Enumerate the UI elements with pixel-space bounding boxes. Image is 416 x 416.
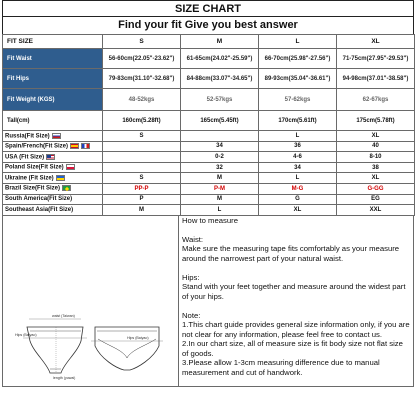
us-flag-icon [46,154,55,160]
country-size-row [3,152,415,163]
fit-size-header: FIT SIZE [3,35,103,49]
country-size-row [3,131,415,142]
how-to-measure-text [179,216,413,386]
country-size-value: L [259,131,337,142]
country-size-value: 38 [337,162,415,173]
note-item: 3.Please allow 1-3cm measuring difference due to manual measurement and cut of handwork. [182,358,380,377]
weight-row [3,89,415,111]
country-label [3,141,103,152]
country-size-value: PP-P [103,183,181,194]
weight-value: 62-67kgs [337,89,415,111]
waist-value: 61-65cm(24.02"-25.59") [181,49,259,69]
waist-value: 66-70cm(25.98"-27.56") [259,49,337,69]
length-diagram-label: length (yuwai) [53,375,76,380]
size-header-xl: XL [337,35,415,49]
country-size-value: EG [337,194,415,205]
country-size-value: M-G [259,183,337,194]
country-size-value: 0-2 [181,152,259,163]
hips-row [3,69,415,89]
country-size-value: P-M [181,183,259,194]
hips-diagram-label-left: Hips (Baiyao) [15,332,37,337]
country-size-row [3,173,415,184]
country-size-value: XL [337,173,415,184]
country-label [3,173,103,184]
note-heading: Note: [182,310,201,320]
note-item: 2.In our chart size, all of measure size is fit body size not flat size of goods. [182,339,403,358]
size-table [2,34,415,216]
country-label-text: Spain/French(Fit Size) [5,143,69,150]
country-label [3,152,103,163]
hips-label: Fit Hips [3,69,103,89]
tall-label: Tall(cm) [3,111,103,131]
size-header-s: S [103,35,181,49]
back-view-drawing [95,327,159,370]
size-header-row [3,35,415,49]
waist-value: 71-75cm(27.95"-29.53") [337,49,415,69]
country-size-value: 32 [181,162,259,173]
howto-title: How to measure [182,215,238,225]
fr-flag-icon [81,143,90,149]
country-size-value: XL [337,131,415,142]
weight-value: 48-52kgs [103,89,181,111]
country-size-value: 40 [337,141,415,152]
country-size-row [3,183,415,194]
country-size-value: G [259,194,337,205]
country-label [3,205,103,216]
country-size-value: 8-10 [337,152,415,163]
country-size-value: XXL [337,205,415,216]
note-item: 1.This chart guide provides general size information only, if you are not clear for any information, please feel free to contact us. [182,320,410,339]
chart-header [2,0,414,34]
country-label-text: USA (Fit Size) [5,154,45,161]
country-label [3,131,103,142]
hips-instructions: Stand with your feet together and measure around the widest part of your hips. [182,282,406,301]
country-size-value: 34 [259,162,337,173]
country-size-row [3,205,415,216]
page-title: SIZE CHART [3,1,413,17]
country-size-value: P [103,194,181,205]
weight-label: Fit Weight (KGS) [3,89,103,111]
country-size-rows [3,131,415,216]
country-label-text: Brazil Size(Fit Size) [5,186,61,193]
country-label-text: Poland Size(Fit Size) [5,164,64,171]
tall-value: 170cm(5.61ft) [259,111,337,131]
pl-flag-icon [66,164,75,170]
country-size-value: 34 [181,141,259,152]
waist-instructions: Make sure the measuring tape fits comfortably as your measure around the narrowest part of your natural waist. [182,244,400,263]
country-size-value: G-GG [337,183,415,194]
country-size-value [181,131,259,142]
ru-flag-icon [52,133,61,139]
country-size-value: M [103,205,181,216]
weight-value: 52-57kgs [181,89,259,111]
garment-diagram [3,216,179,386]
country-label [3,194,103,205]
country-size-value [103,152,181,163]
hips-value: 89-93cm(35.04"-36.61") [259,69,337,89]
country-size-value: 4-6 [259,152,337,163]
country-label-text: South America(Fit Size) [5,196,73,203]
country-size-value [103,141,181,152]
country-size-value: S [103,131,181,142]
country-label [3,162,103,173]
hips-value: 84-88cm(33.07"-34.65") [181,69,259,89]
measure-section [2,216,414,387]
country-size-value [103,162,181,173]
country-size-value: 36 [259,141,337,152]
country-size-value: XL [259,205,337,216]
size-header-m: M [181,35,259,49]
panties-illustration [3,216,178,386]
waist-label: Fit Waist [3,49,103,69]
waist-heading: Waist: [182,234,204,244]
tall-value: 160cm(5.28ft) [103,111,181,131]
country-size-value: M [181,194,259,205]
country-size-value: M [181,173,259,184]
br-flag-icon [62,185,71,191]
country-label-text: Russia(Fit Size) [5,133,50,140]
country-size-value: L [181,205,259,216]
waist-row [3,49,415,69]
hips-diagram-label-right: Hips (Baiyao) [127,335,149,340]
country-size-row [3,162,415,173]
tall-value: 175cm(5.78ft) [337,111,415,131]
country-size-row [3,141,415,152]
tall-row [3,111,415,131]
country-label-text: Southeast Asia(Fit Size) [5,206,74,213]
size-header-l: L [259,35,337,49]
country-size-value: S [103,173,181,184]
hips-value: 79-83cm(31.10"-32.68") [103,69,181,89]
ua-flag-icon [56,175,65,181]
country-label [3,183,103,194]
waist-value: 56-60cm(22.05"-23.62") [103,49,181,69]
tall-value: 165cm(5.45ft) [181,111,259,131]
waist-diagram-label: waist (Taiwan) [52,313,75,318]
country-label-text: Ukraine (Fit Size) [5,175,54,182]
weight-value: 57-62kgs [259,89,337,111]
es-flag-icon [70,143,79,149]
country-size-row [3,194,415,205]
country-size-value: L [259,173,337,184]
hips-value: 94-98cm(37.01"-38.58") [337,69,415,89]
hips-heading: Hips: [182,272,200,282]
page-subtitle: Find your fit Give you best answer [118,19,298,31]
